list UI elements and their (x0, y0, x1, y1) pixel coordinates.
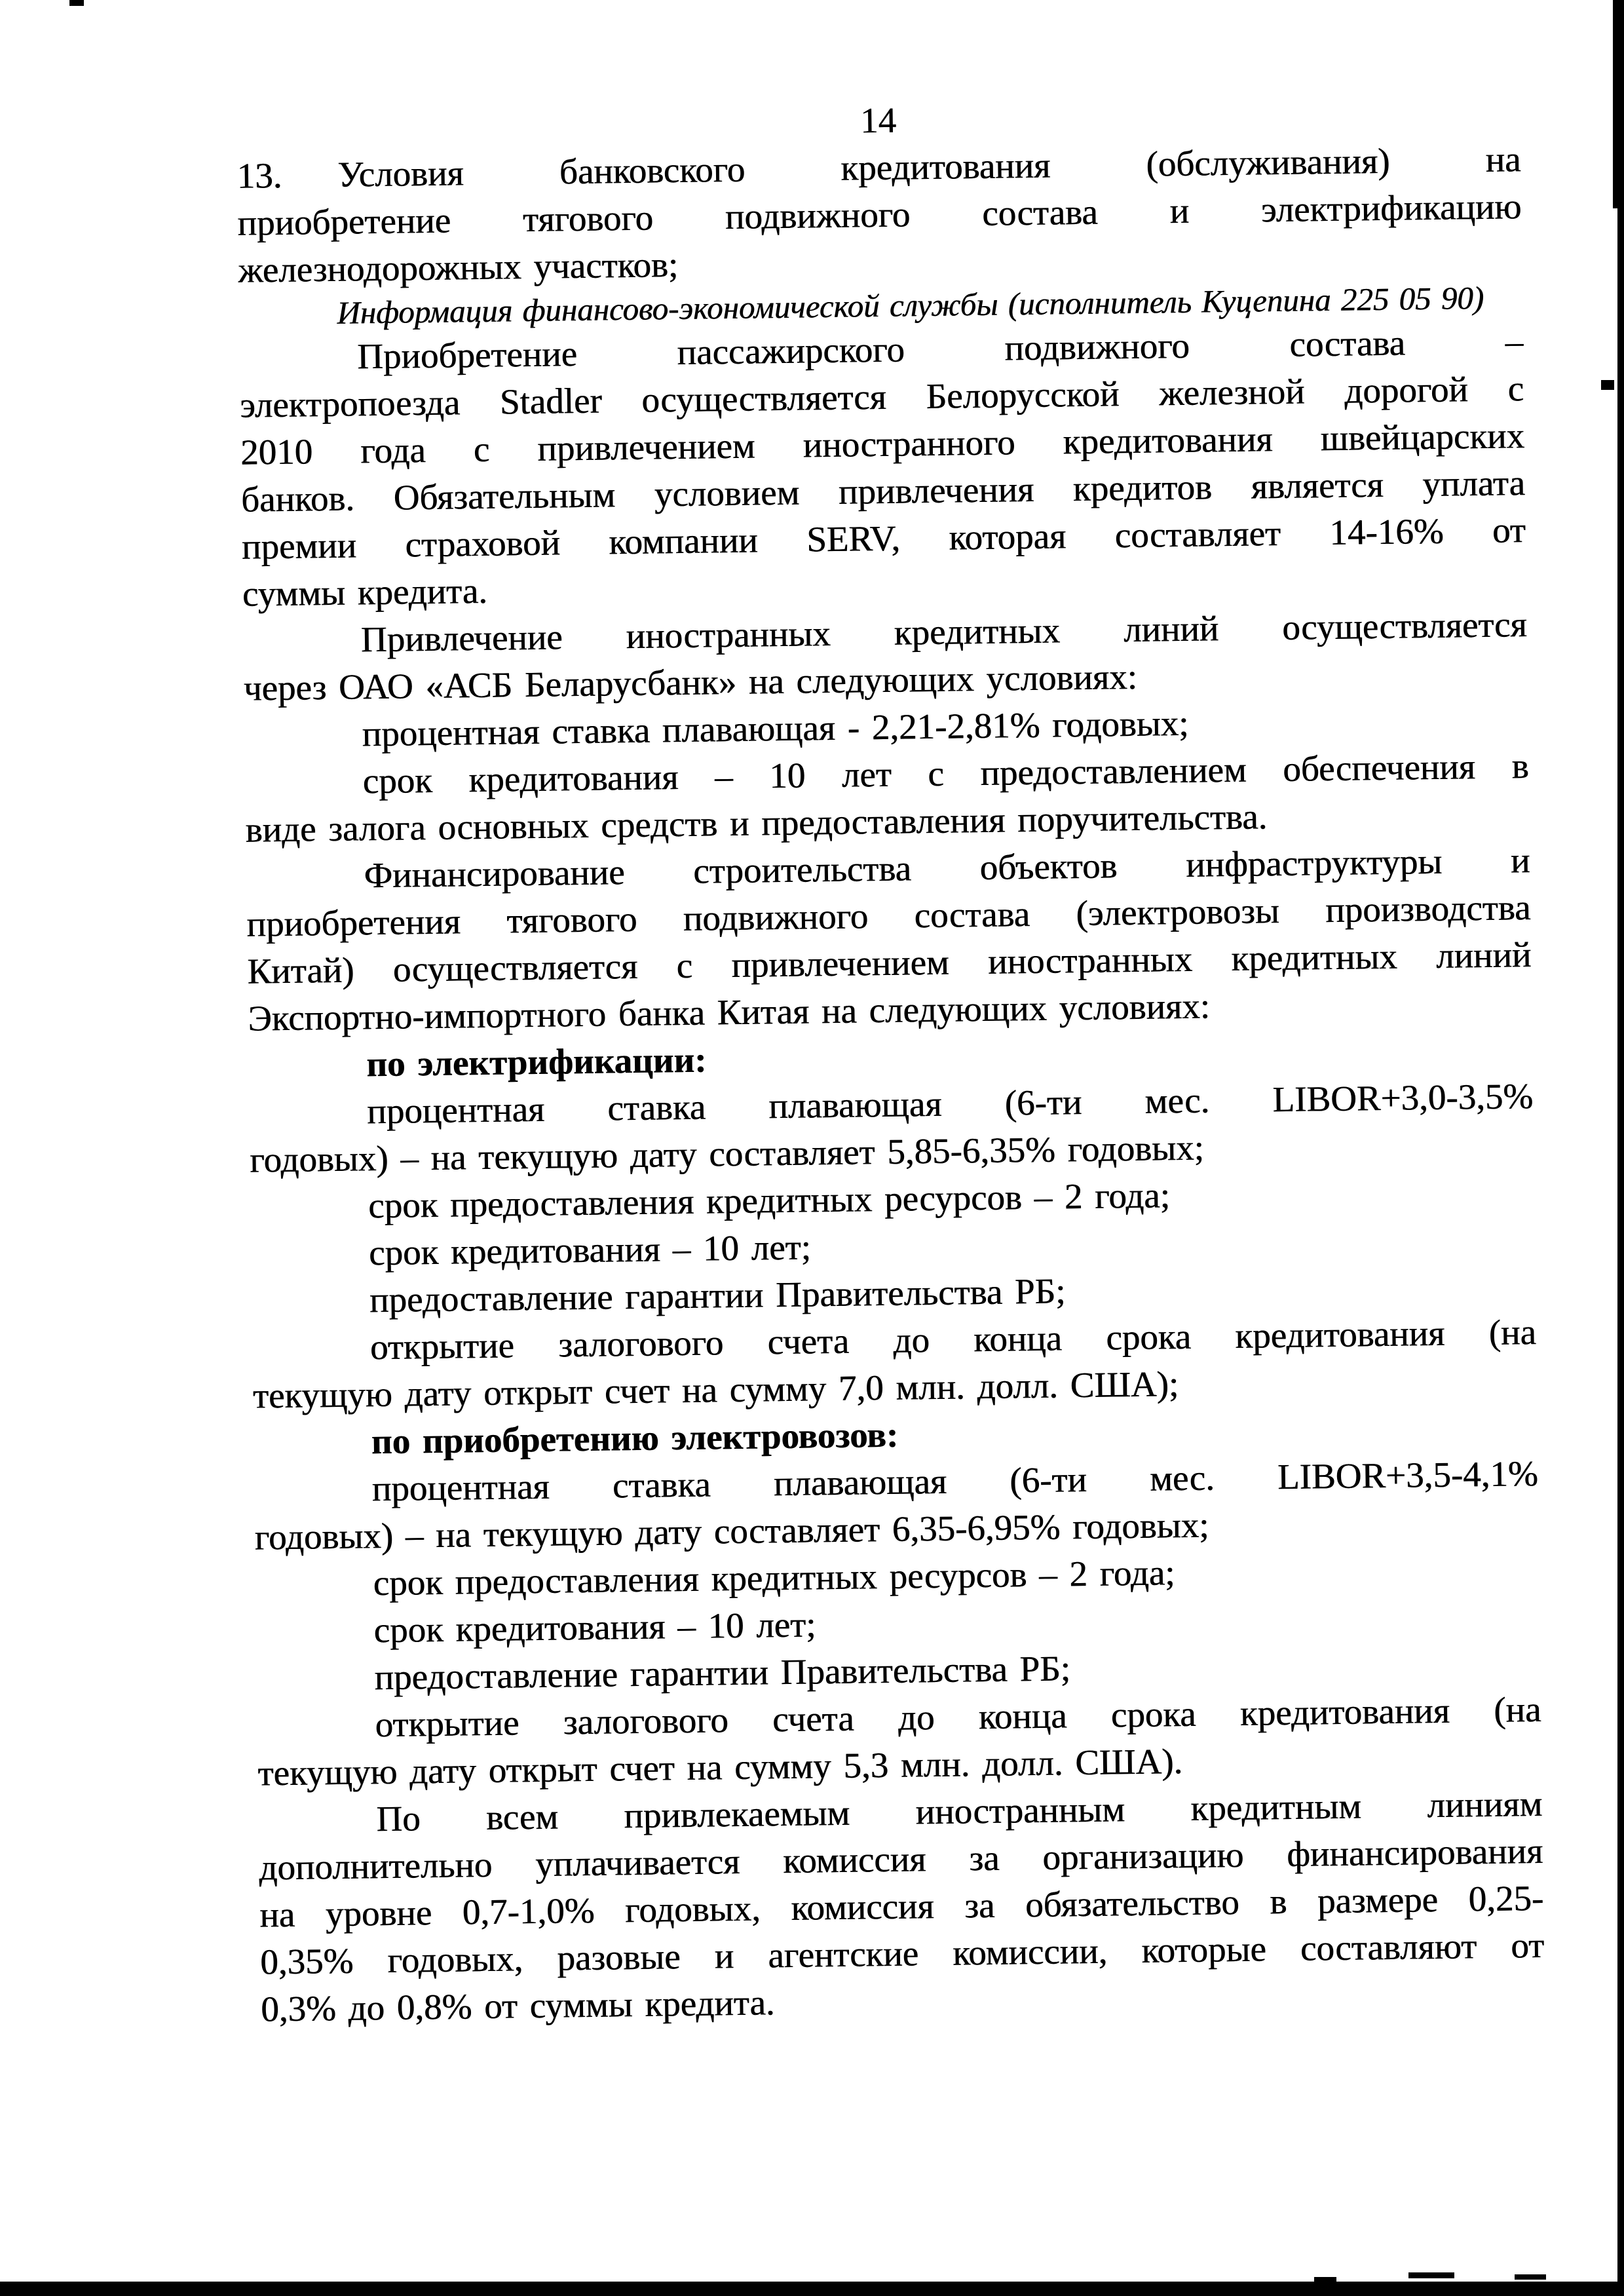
text-line: процентная ставка плавающая (6-ти мес. LIBOR+3,0-3,5% (366, 1076, 1534, 1132)
text-line: 2010 года с привлечением иностранного кредитования швейцарских (240, 415, 1525, 472)
text-line: срок кредитования – 10 лет с предоставлением обеспечения в (362, 746, 1529, 801)
text-line: премии страховой компании SERV, которая составляет 14-16% от (241, 510, 1526, 567)
text-line: Финансирование строительства объектов инфраструктуры и (364, 840, 1530, 896)
document-body (236, 136, 1545, 2033)
text-line: процентная ставка плавающая - 2,21-2,81% годовых; (362, 702, 1189, 754)
scan-artifact-top-tick (69, 0, 84, 6)
text-line: открытие залогового счета до конца срока кредитования (на (375, 1689, 1541, 1745)
text-line: открытие залогового счета до конца срока кредитования (на (369, 1312, 1537, 1368)
scan-artifact-right-edge-thick (1613, 0, 1624, 208)
scan-artifact-speck (1314, 2277, 1336, 2282)
text-line: железнодорожных участков; (237, 244, 679, 290)
text-line: электропоезда Stadler осуществляется Белорусской железной дорогой с (239, 368, 1524, 425)
text-line: текущую дату открыт счет на сумму 7,0 млн. долл. США); (252, 1364, 1179, 1416)
text-line: срок предоставления кредитных ресурсов – 2 года; (373, 1552, 1175, 1603)
text-line: 13. Условия банковского кредитования (обслуживания) на (236, 139, 1521, 196)
text-line: годовых) – на текущую дату составляет 6,35-6,95% годовых; (254, 1504, 1209, 1558)
text-line: Привлечение иностранных кредитных линий осуществляется (360, 604, 1528, 660)
text-line: предоставление гарантии Правительства РБ; (374, 1648, 1071, 1698)
text-line: срок кредитования – 10 лет; (368, 1227, 812, 1273)
text-line: банков. Обязательным условием привлечения кредитов является уплата (240, 463, 1526, 520)
text-line: 0,3% до 0,8% от суммы кредита. (260, 1982, 775, 2029)
text-line: Приобретение пассажирского подвижного состава – (356, 321, 1524, 377)
scan-artifact-speck (1408, 2272, 1454, 2278)
text-line: виде залога основных средств и предоставления поручительства. (245, 796, 1268, 850)
scan-artifact-right-edge-line (1617, 0, 1624, 2296)
text-line: текущую дату открыт счет на сумму 5,3 млн. долл. США). (257, 1741, 1183, 1793)
text-line: процентная ставка плавающая (6-ти мес. LIBOR+3,5-4,1% (371, 1453, 1538, 1509)
text-line: 0,35% годовых, разовые и агентские комиссии, которые составляют от (259, 1924, 1545, 1982)
text-line: через ОАО «АСБ Беларусбанк» на следующих условиях: (243, 656, 1138, 708)
text-line: Экспортно-импортного банка Китая на следующих условиях: (247, 985, 1211, 1039)
scan-artifact-right-dash (1601, 380, 1614, 390)
text-line: приобретения тягового подвижного состава (электровозы производства (246, 887, 1531, 944)
scan-artifact-speck (1515, 2274, 1546, 2280)
text-line: По всем привлекаемым иностранным кредитным линиям (375, 1783, 1543, 1839)
text-line: на уровне 0,7-1,0% годовых, комиссия за обязательство в размере 0,25- (259, 1877, 1544, 1935)
text-line: срок предоставления кредитных ресурсов – 2 года; (368, 1175, 1171, 1226)
text-line: Китай) осуществляется с привлечением иностранных кредитных линий (246, 934, 1532, 991)
text-line: дополнительно уплачивается комиссия за организацию финансирования (258, 1830, 1543, 1888)
text-line: предоставление гарантии Правительства РБ; (369, 1271, 1066, 1320)
text-line: срок кредитования – 10 лет; (373, 1604, 816, 1651)
text-line: по приобретению электровозов: (371, 1414, 899, 1462)
text-line: суммы кредита. (242, 570, 488, 614)
text-content (236, 88, 1545, 2033)
scan-artifact-bottom-band (0, 2282, 1624, 2296)
text-line: Информация финансово-экономической службы (исполнитель Куцепина 225 05 90) (336, 279, 1484, 331)
text-line: годовых) – на текущую дату составляет 5,85-6,35% годовых; (249, 1127, 1205, 1180)
page-number: 14 (859, 100, 897, 141)
text-line: приобретение тягового подвижного состава и электрификацию (237, 186, 1522, 243)
text-line: по электрификации: (366, 1039, 707, 1084)
